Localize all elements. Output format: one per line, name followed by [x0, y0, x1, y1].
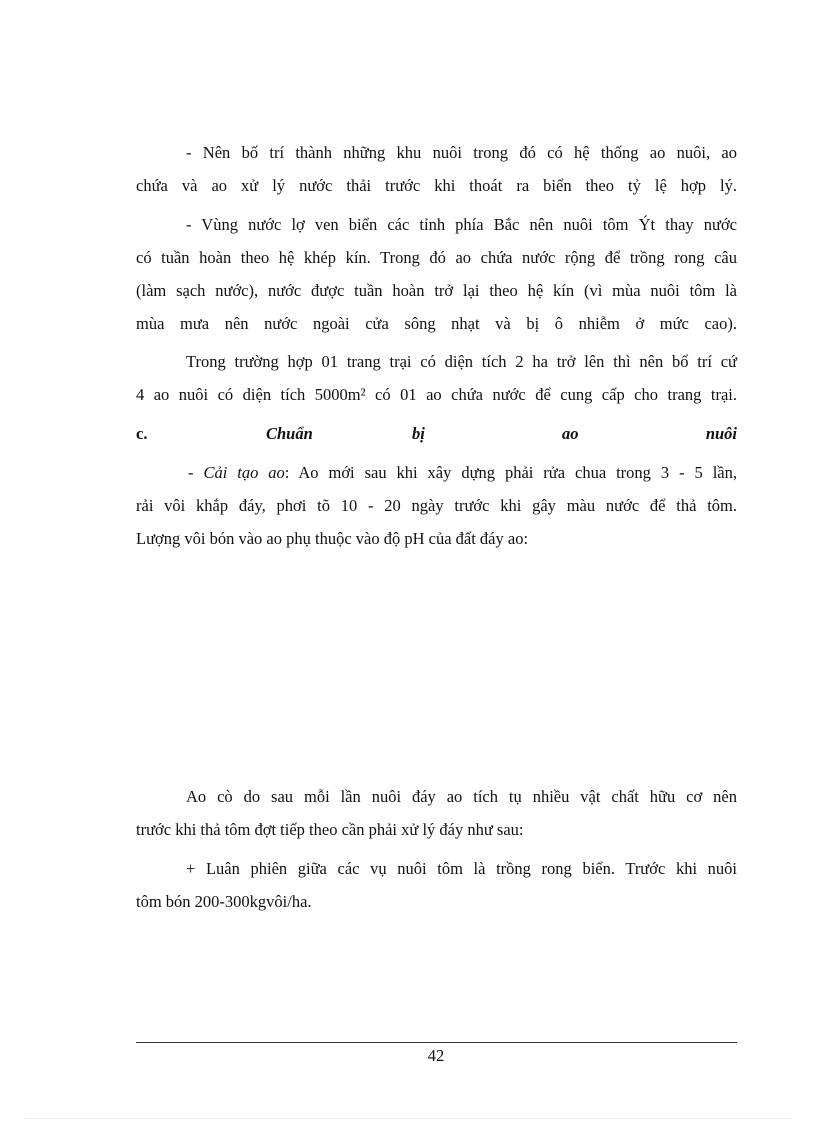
- paragraph-line: (làm sạch nước), nước được tuần hoàn trở lại theo hệ kín (vì mùa nuôi tôm là: [136, 281, 737, 300]
- paragraph-line: [188, 460, 737, 486]
- paragraph-line: Trong trường hợp 01 trang trại có diện tích 2 ha trở lên thì nên bố trí cứ: [186, 352, 737, 371]
- heading-letter: c.: [136, 424, 148, 443]
- page-edge-dots: [24, 1118, 792, 1119]
- heading-word: nuôi: [705, 424, 737, 443]
- paragraph-line: - Vùng nước lợ ven biển các tỉnh phía Bắc nên nuôi tôm Ýt thay nước: [186, 215, 737, 234]
- heading-word: ao: [562, 424, 579, 443]
- ph-row: [234, 566, 737, 592]
- paragraph-line: có tuần hoàn theo hệ khép kín. Trong đó ao chứa nước rộng để trồng rong câu: [136, 248, 737, 267]
- line-text: : Ao mới sau khi xây dựng phải rửa chua trong 3 - 5 lần,: [284, 463, 737, 482]
- paragraph-line: - Nên bố trí thành những khu nuôi trong đó có hệ thống ao nuôi, ao: [186, 143, 737, 162]
- ph-row: [234, 710, 737, 736]
- dash: -: [188, 463, 204, 482]
- ph-row-continuation: [136, 599, 737, 625]
- paragraph-line: Ao cò do sau mỗi lần nuôi đáy ao tích tụ nhiều vật chất hữu cơ nên: [186, 787, 737, 806]
- paragraph-line: mùa mưa nên nước ngoài cửa sông nhạt và bị ô nhiễm ở mức cao).: [136, 314, 737, 333]
- ph-row-continuation: [136, 671, 737, 697]
- paragraph-line: chứa và ao xử lý nước thải trước khi thoát ra biển theo tỷ lệ hợp lý.: [136, 176, 737, 195]
- ph-row-continuation: [136, 743, 737, 769]
- paragraph-line: Lượng vôi bón vào ao phụ thuộc vào độ pH của đất đáy ao:: [136, 529, 529, 548]
- italic-label: Cải tạo ao: [203, 463, 285, 482]
- section-heading: [136, 420, 737, 448]
- paragraph-line: 4 ao nuôi có diện tích 5000m² có 01 ao chứa nước để cung cấp cho trang trại.: [136, 385, 737, 404]
- paragraph-line: trước khi thả tôm đợt tiếp theo cần phải xử lý đáy như sau:: [136, 820, 524, 839]
- heading-word: Chuẩn: [266, 424, 313, 443]
- footer-rule: [136, 1042, 737, 1043]
- heading-word: bị: [412, 424, 425, 443]
- paragraph-line: tôm bón 200-300kgvôi/ha.: [136, 892, 312, 911]
- page-number: 42: [427, 1046, 445, 1065]
- paragraph-line: rải vôi khắp đáy, phơi tõ 10 - 20 ngày trước khi gây màu nước để thả tôm.: [136, 496, 737, 515]
- ph-row: [234, 638, 737, 664]
- paragraph-line: + Luân phiên giữa các vụ nuôi tôm là trồng rong biển. Trước khi nuôi: [186, 859, 737, 878]
